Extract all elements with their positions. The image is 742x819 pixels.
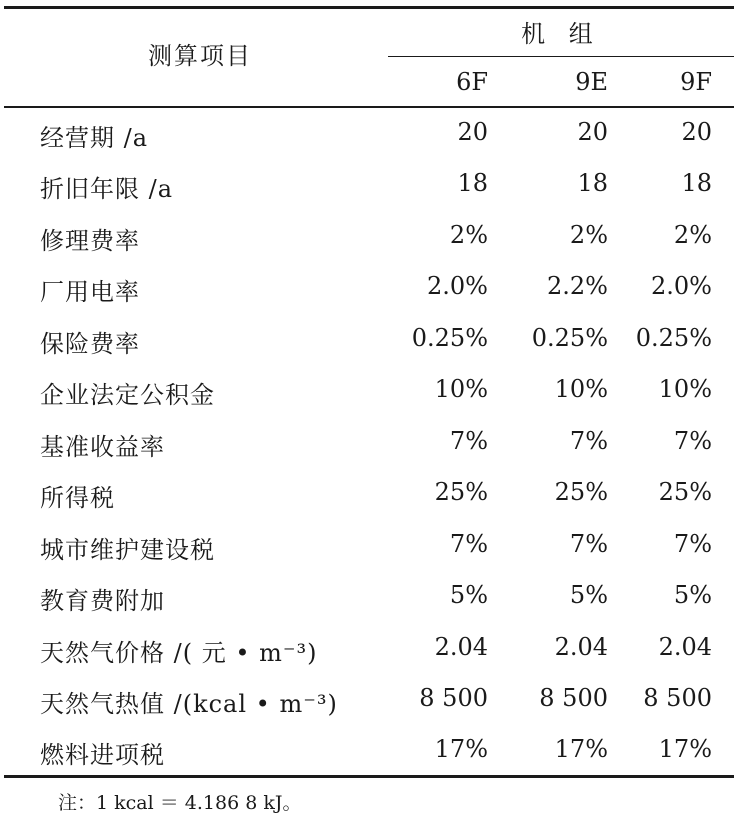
value-6f: 20 bbox=[457, 118, 488, 146]
row-label: 城市维护建设税 bbox=[40, 536, 215, 564]
item-column-header: 测算项目 bbox=[148, 42, 252, 70]
table-row bbox=[0, 470, 742, 522]
row-label: 天然气热值 /(kcal • m⁻³) bbox=[40, 690, 338, 718]
value-9f: 18 bbox=[681, 169, 712, 197]
row-label: 天然气价格 /( 元 • m⁻³) bbox=[40, 639, 318, 667]
row-label: 教育费附加 bbox=[40, 587, 165, 615]
value-6f: 2.04 bbox=[434, 633, 488, 661]
row-label: 所得税 bbox=[40, 484, 115, 512]
column-header-9f: 9F bbox=[680, 68, 712, 96]
table-row bbox=[0, 316, 742, 368]
table-row bbox=[0, 676, 742, 728]
row-label: 基准收益率 bbox=[40, 433, 165, 461]
value-9f: 7% bbox=[673, 427, 712, 455]
value-9e: 10% bbox=[554, 375, 608, 403]
table-row bbox=[0, 419, 742, 471]
table-row bbox=[0, 110, 742, 162]
value-9f: 8 500 bbox=[643, 684, 712, 712]
value-9f: 17% bbox=[658, 735, 712, 763]
table-row bbox=[0, 727, 742, 779]
value-9f: 2% bbox=[673, 221, 712, 249]
table-row bbox=[0, 264, 742, 316]
value-6f: 7% bbox=[449, 530, 488, 558]
row-label: 厂用电率 bbox=[40, 278, 140, 306]
value-9e: 7% bbox=[569, 530, 608, 558]
row-label: 经营期 /a bbox=[40, 124, 149, 152]
table-row bbox=[0, 573, 742, 625]
value-6f: 18 bbox=[457, 169, 488, 197]
table-row bbox=[0, 367, 742, 419]
value-9f: 10% bbox=[658, 375, 712, 403]
row-label: 修理费率 bbox=[40, 227, 140, 255]
value-9e: 17% bbox=[554, 735, 608, 763]
value-6f: 25% bbox=[434, 478, 488, 506]
value-9f: 0.25% bbox=[635, 324, 712, 352]
table-row bbox=[0, 625, 742, 677]
value-9e: 2.2% bbox=[547, 272, 608, 300]
value-6f: 2% bbox=[449, 221, 488, 249]
value-6f: 17% bbox=[434, 735, 488, 763]
unit-group-header: 机 组 bbox=[521, 20, 601, 48]
value-6f: 0.25% bbox=[411, 324, 488, 352]
value-9f: 2.0% bbox=[651, 272, 712, 300]
value-9f: 20 bbox=[681, 118, 712, 146]
value-6f: 2.0% bbox=[427, 272, 488, 300]
header-rule bbox=[4, 106, 734, 108]
row-label: 企业法定公积金 bbox=[40, 381, 215, 409]
value-9e: 8 500 bbox=[539, 684, 608, 712]
row-label: 燃料进项税 bbox=[40, 741, 165, 769]
value-9e: 7% bbox=[569, 427, 608, 455]
value-9f: 5% bbox=[673, 581, 712, 609]
value-9f: 7% bbox=[673, 530, 712, 558]
value-9e: 2% bbox=[569, 221, 608, 249]
top-rule bbox=[4, 6, 734, 9]
value-6f: 10% bbox=[434, 375, 488, 403]
row-label: 折旧年限 /a bbox=[40, 175, 174, 203]
value-9f: 25% bbox=[658, 478, 712, 506]
value-9e: 20 bbox=[577, 118, 608, 146]
table-row bbox=[0, 213, 742, 265]
row-label: 保险费率 bbox=[40, 330, 140, 358]
value-6f: 5% bbox=[449, 581, 488, 609]
value-9e: 2.04 bbox=[554, 633, 608, 661]
group-rule bbox=[388, 56, 734, 57]
value-6f: 7% bbox=[449, 427, 488, 455]
value-9e: 25% bbox=[554, 478, 608, 506]
table-row bbox=[0, 522, 742, 574]
column-header-9e: 9E bbox=[575, 68, 608, 96]
column-header-6f: 6F bbox=[456, 68, 488, 96]
value-9e: 5% bbox=[569, 581, 608, 609]
value-9e: 0.25% bbox=[531, 324, 608, 352]
bottom-rule bbox=[4, 775, 734, 778]
value-9f: 2.04 bbox=[658, 633, 712, 661]
table-footnote: 注：1 kcal ＝ 4.186 8 kJ。 bbox=[58, 792, 302, 814]
value-9e: 18 bbox=[577, 169, 608, 197]
table-row bbox=[0, 161, 742, 213]
value-6f: 8 500 bbox=[419, 684, 488, 712]
